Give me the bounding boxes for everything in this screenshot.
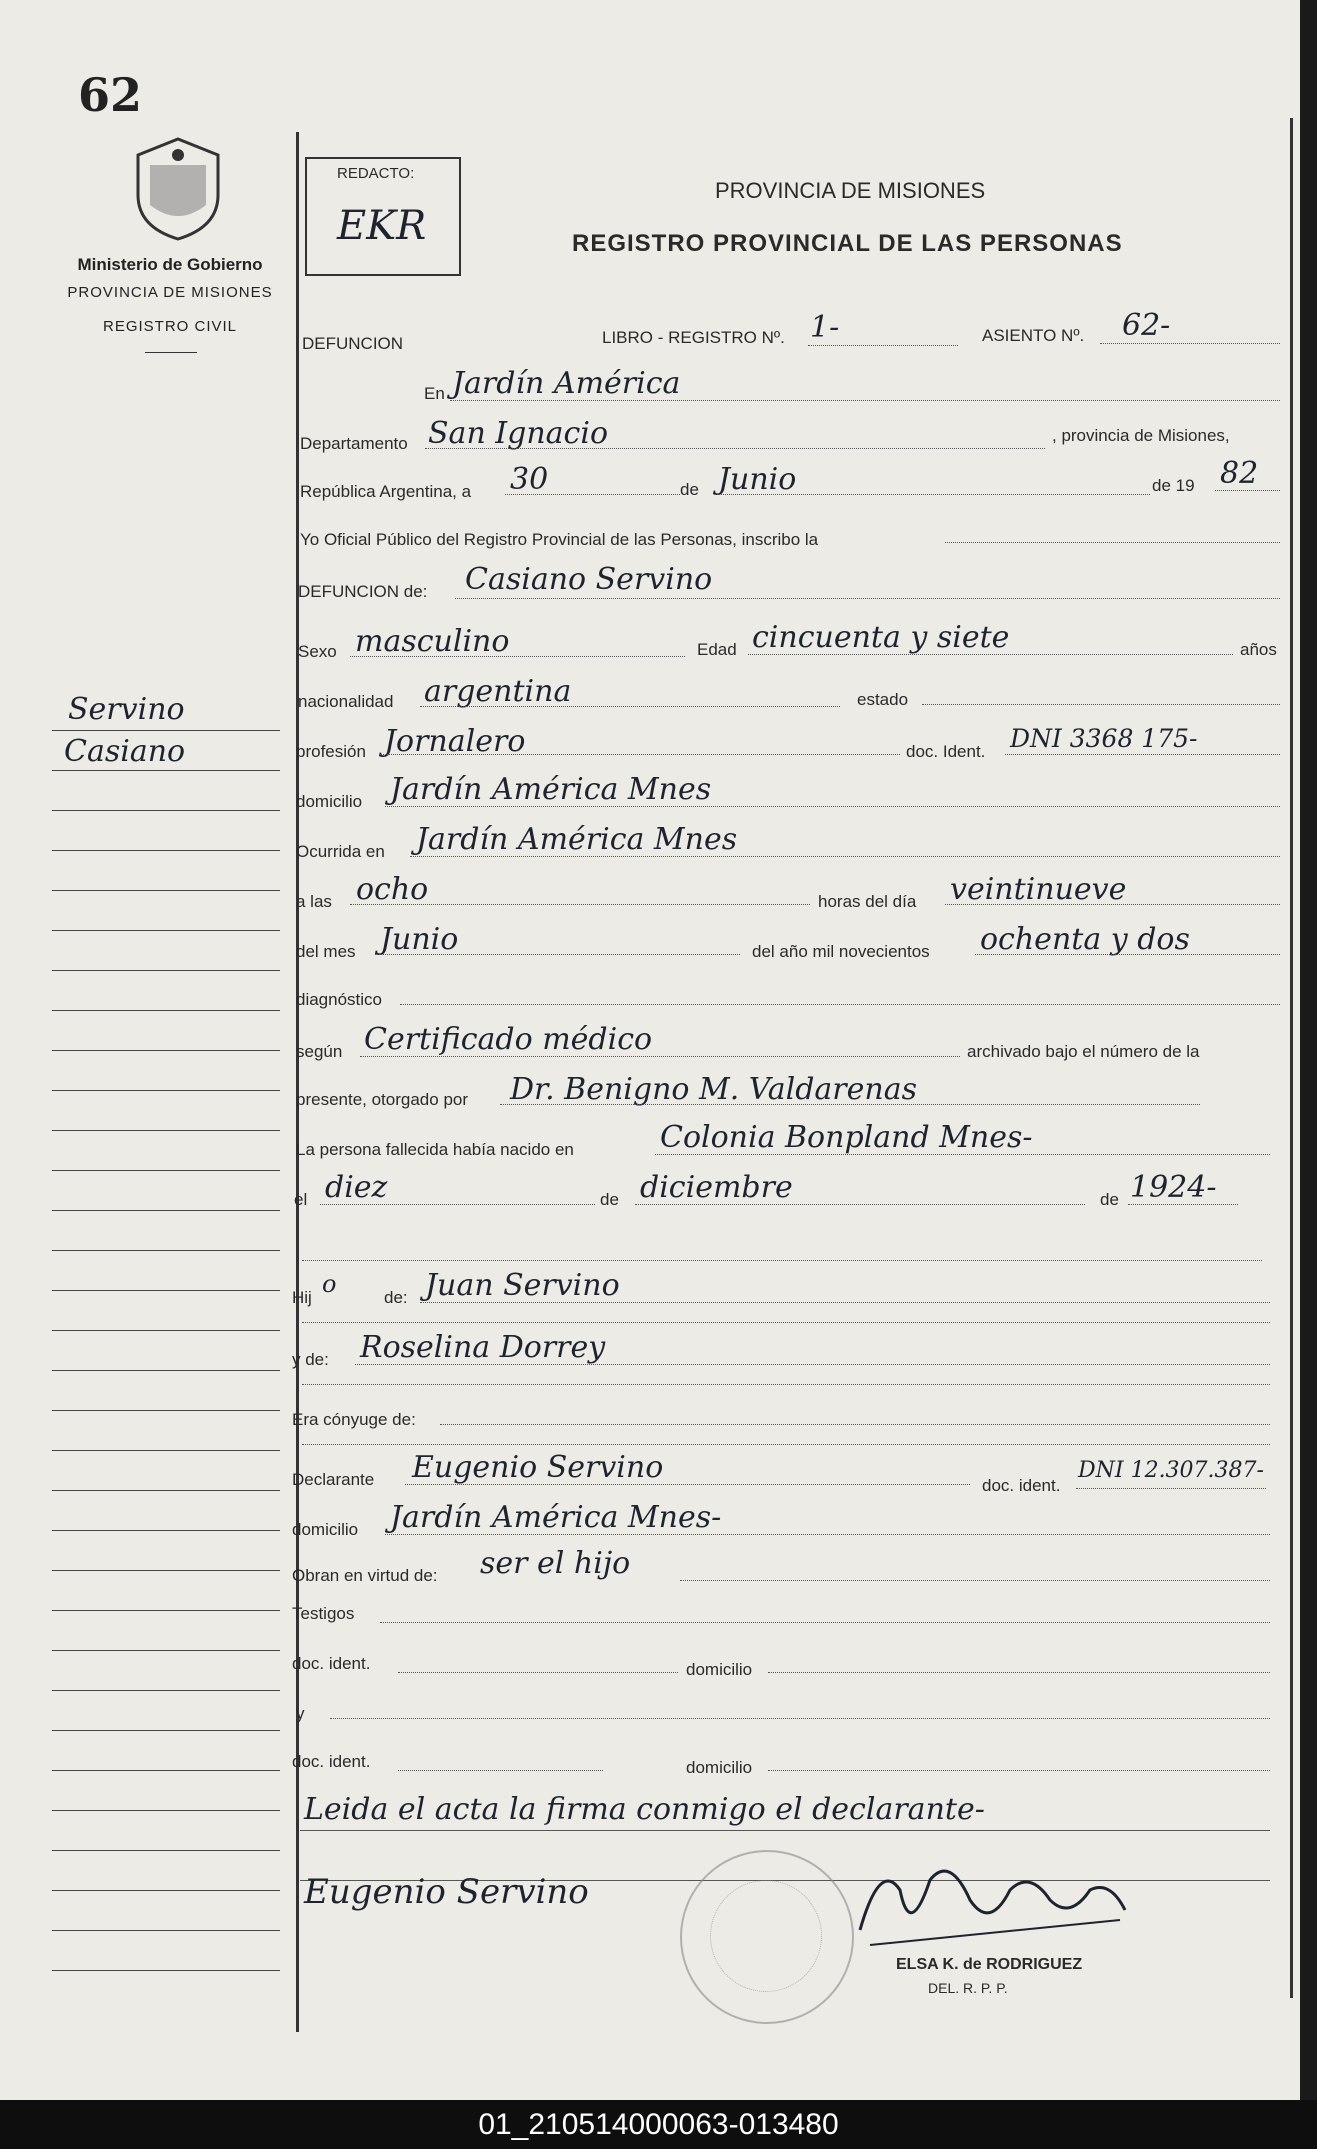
- margin-line: [52, 1050, 280, 1051]
- label-y: y: [296, 1704, 305, 1723]
- line-blank-2: [302, 1322, 1270, 1323]
- line-doc: [1005, 754, 1280, 755]
- label-de-nac-ano: de: [1100, 1190, 1119, 1209]
- value-padre: Juan Servino: [425, 1268, 620, 1303]
- value-doc: DNI 3368 175-: [1010, 724, 1198, 753]
- line-testigos: [380, 1622, 1270, 1623]
- line-ocurrida: [410, 856, 1280, 857]
- line-departamento: [425, 448, 1045, 449]
- margin-line: [52, 1010, 280, 1011]
- margin-line: [52, 1810, 280, 1811]
- value-hora: ocho: [356, 872, 429, 907]
- label-segun: según: [296, 1042, 343, 1061]
- line-blank-4: [302, 1444, 1270, 1445]
- label-del-mes: del mes: [296, 942, 356, 961]
- label-domicilio-2: domicilio: [292, 1520, 359, 1539]
- label-estado: estado: [857, 690, 909, 709]
- official-name: ELSA K. de RODRIGUEZ: [896, 1956, 1083, 1973]
- label-en: En: [424, 384, 445, 403]
- line-hora: [350, 904, 810, 905]
- line-padre: [420, 1302, 1270, 1303]
- label-a-las: a las: [296, 892, 332, 911]
- margin-line: [52, 1490, 280, 1491]
- value-declarante: Eugenio Servino: [412, 1450, 664, 1485]
- label-declarante-doc: doc. ident.: [982, 1476, 1061, 1495]
- margin-note-surname: Servino: [68, 692, 185, 727]
- margin-line: [52, 1890, 280, 1891]
- ministry-name: Ministerio de Gobierno: [77, 255, 263, 274]
- line-declarante-dom: [385, 1534, 1270, 1535]
- value-departamento: San Ignacio: [428, 416, 609, 451]
- margin-line: [52, 1930, 280, 1931]
- value-declarante-dom: Jardín América Mnes-: [390, 1500, 722, 1535]
- line-obran: [680, 1580, 1270, 1581]
- margin-line: [52, 1170, 280, 1171]
- label-ocurrida: Ocurrida en: [296, 842, 385, 861]
- label-profesion: profesión: [296, 742, 366, 761]
- line-el-ano: [1128, 1204, 1238, 1205]
- label-doc-ident: doc. Ident.: [906, 742, 986, 761]
- page-number: 62: [78, 68, 143, 122]
- margin-line: [52, 1210, 280, 1211]
- margin-line: [52, 1530, 280, 1531]
- margin-note-name: Casiano: [64, 734, 186, 769]
- value-obran: ser el hijo: [480, 1546, 631, 1581]
- line-estado: [922, 704, 1280, 705]
- line-sexo: [350, 656, 685, 657]
- label-doc-ident-3: doc. ident.: [292, 1654, 371, 1673]
- label-de-mes: de: [680, 480, 699, 499]
- provincial-crest-icon: [130, 135, 226, 243]
- image-id-footer: 01_210514000063-013480: [0, 2100, 1317, 2149]
- line-yo-oficial: [945, 542, 1280, 543]
- line-el-mes: [635, 1204, 1085, 1205]
- value-leida: Leida el acta la firma conmigo el declarante-: [304, 1792, 985, 1827]
- value-ano-muerte: ochenta y dos: [980, 922, 1190, 957]
- margin-line: [52, 1410, 280, 1411]
- value-el-dia: diez: [325, 1170, 388, 1205]
- line-el-dia: [320, 1204, 595, 1205]
- value-hij-suffix: o: [322, 1270, 337, 1298]
- label-horas-dia: horas del día: [818, 892, 917, 911]
- value-ano: 82: [1220, 456, 1259, 491]
- line-doc-ident-3: [398, 1672, 678, 1673]
- margin-line: [52, 1250, 280, 1251]
- margin-line: [52, 1570, 280, 1571]
- label-sexo: Sexo: [298, 642, 337, 661]
- value-el-ano: 1924-: [1130, 1170, 1217, 1205]
- margin-line: [52, 1610, 280, 1611]
- line-domicilio-3: [768, 1672, 1270, 1673]
- value-madre: Roselina Dorrey: [360, 1330, 606, 1365]
- label-hij-de: de:: [384, 1288, 408, 1307]
- line-madre: [355, 1364, 1270, 1365]
- label-defuncion-top: DEFUNCION: [302, 334, 404, 353]
- margin-line: [52, 730, 280, 731]
- line-asiento: [1100, 343, 1280, 344]
- label-declarante: Declarante: [292, 1470, 375, 1489]
- ministry-province: PROVINCIA DE MISIONES: [67, 284, 273, 301]
- label-archivado: archivado bajo el número de la: [967, 1042, 1200, 1061]
- margin-line: [52, 810, 280, 811]
- line-segun: [360, 1056, 960, 1057]
- value-segun: Certificado médico: [364, 1022, 653, 1057]
- value-profesion: Jornalero: [384, 724, 526, 759]
- margin-line: [52, 1650, 280, 1651]
- official-title: DEL. R. P. P.: [928, 1980, 1008, 1996]
- line-en: [450, 400, 1280, 401]
- line-declarante: [405, 1484, 970, 1485]
- margin-line: [52, 1770, 280, 1771]
- label-edad: Edad: [697, 640, 737, 659]
- ministry-registry: REGISTRO CIVIL: [102, 318, 238, 335]
- value-nacionalidad: argentina: [424, 674, 572, 709]
- value-dia-muerte: veintinueve: [950, 872, 1127, 907]
- line-mes: [715, 494, 1150, 495]
- margin-line: [52, 1970, 280, 1971]
- label-provincia-misiones: , provincia de Misiones,: [1052, 426, 1230, 445]
- line-nacido-en: [655, 1154, 1270, 1155]
- value-sexo: masculino: [355, 624, 510, 659]
- right-rule: [1290, 118, 1293, 1998]
- label-domicilio-4: domicilio: [686, 1758, 753, 1777]
- line-ano-muerte: [975, 954, 1280, 955]
- margin-line: [52, 1330, 280, 1331]
- margin-rule: [296, 132, 299, 2032]
- line-nacionalidad: [420, 706, 840, 707]
- label-el: el: [294, 1190, 308, 1209]
- label-hij: Hij: [292, 1288, 312, 1307]
- value-nombre: Casiano Servino: [465, 562, 713, 597]
- label-nacionalidad: nacionalidad: [298, 692, 394, 711]
- margin-line: [52, 930, 280, 931]
- label-diagnostico: diagnóstico: [296, 990, 383, 1009]
- value-libro: 1-: [810, 310, 840, 345]
- label-republica: República Argentina, a: [300, 482, 472, 501]
- line-libro: [808, 345, 958, 346]
- margin-line: [52, 890, 280, 891]
- line-diagnostico: [400, 1004, 1280, 1005]
- title-province: PROVINCIA DE MISIONES: [715, 178, 986, 203]
- value-mes: Junio: [718, 462, 797, 497]
- value-en: Jardín América: [452, 366, 681, 401]
- redacto-box: [305, 157, 461, 276]
- margin-line: [52, 1130, 280, 1131]
- line-ano: [1215, 490, 1280, 491]
- line-blank-1: [302, 1260, 1262, 1261]
- line-domicilio-4: [768, 1770, 1270, 1771]
- line-declarante-doc: [1076, 1488, 1266, 1489]
- value-mes-muerte: Junio: [380, 922, 459, 957]
- line-mes-muerte: [375, 954, 740, 955]
- label-nacido-en: La persona fallecida había nacido en: [296, 1140, 574, 1159]
- label-departamento: Departamento: [300, 434, 408, 453]
- line-leida: [300, 1830, 1270, 1831]
- value-ocurrida: Jardín América Mnes: [416, 822, 738, 857]
- margin-line: [52, 770, 280, 771]
- margin-line: [52, 1690, 280, 1691]
- value-el-mes: diciembre: [640, 1170, 793, 1205]
- margin-line: [52, 1850, 280, 1851]
- signature-declarante: Eugenio Servino: [304, 1872, 589, 1912]
- label-y-de: y de:: [292, 1350, 329, 1369]
- label-del-ano: del año mil novecientos: [752, 942, 930, 961]
- value-asiento: 62-: [1122, 308, 1171, 343]
- margin-line: [52, 1090, 280, 1091]
- redacto-value: EKR: [337, 203, 427, 249]
- label-domicilio: domicilio: [296, 792, 363, 811]
- value-declarante-doc: DNI 12.307.387-: [1078, 1458, 1264, 1483]
- value-domicilio: Jardín América Mnes: [390, 772, 712, 807]
- line-conyuge: [440, 1424, 1270, 1425]
- label-de-19: de 19: [1152, 476, 1195, 495]
- value-edad: cincuenta y siete: [752, 620, 1010, 655]
- line-profesion: [380, 754, 900, 755]
- label-defuncion-de: DEFUNCION de:: [298, 582, 428, 601]
- margin-line: [52, 970, 280, 971]
- label-anos: años: [1240, 640, 1277, 659]
- official-seal-inner: [710, 1880, 822, 1992]
- line-otorgado: [500, 1104, 1200, 1105]
- registry-underline: [145, 352, 197, 353]
- value-nacido-en: Colonia Bonpland Mnes-: [660, 1120, 1033, 1155]
- label-de-nac-mes: de: [600, 1190, 619, 1209]
- line-dia: [505, 494, 680, 495]
- label-obran: Obran en virtud de:: [292, 1566, 438, 1585]
- line-edad: [748, 654, 1233, 655]
- label-asiento: ASIENTO Nº.: [982, 326, 1085, 345]
- title-registry: REGISTRO PROVINCIAL DE LAS PERSONAS: [572, 230, 1123, 257]
- line-blank-3: [302, 1384, 1270, 1385]
- line-domicilio: [385, 806, 1280, 807]
- label-testigos: Testigos: [292, 1604, 355, 1623]
- margin-line: [52, 850, 280, 851]
- line-doc-ident-4: [398, 1770, 603, 1771]
- redacto-label: REDACTO:: [337, 165, 415, 182]
- margin-line: [52, 1730, 280, 1731]
- label-conyuge: Era cónyuge de:: [292, 1410, 416, 1429]
- margin-line: [52, 1290, 280, 1291]
- signature-official-icon: [840, 1850, 1140, 1960]
- value-dia: 30: [510, 462, 549, 497]
- margin-line: [52, 1370, 280, 1371]
- line-nombre: [455, 598, 1280, 599]
- line-y: [330, 1718, 1270, 1719]
- label-libro: LIBRO - REGISTRO Nº.: [602, 328, 785, 347]
- label-presente: presente, otorgado por: [296, 1090, 469, 1109]
- label-domicilio-3: domicilio: [686, 1660, 753, 1679]
- line-dia-muerte: [945, 904, 1280, 905]
- value-otorgado: Dr. Benigno M. Valdarenas: [510, 1072, 917, 1107]
- margin-line: [52, 1450, 280, 1451]
- label-doc-ident-4: doc. ident.: [292, 1752, 371, 1771]
- label-yo-oficial: Yo Oficial Público del Registro Provincial de las Personas, inscribo la: [300, 530, 819, 549]
